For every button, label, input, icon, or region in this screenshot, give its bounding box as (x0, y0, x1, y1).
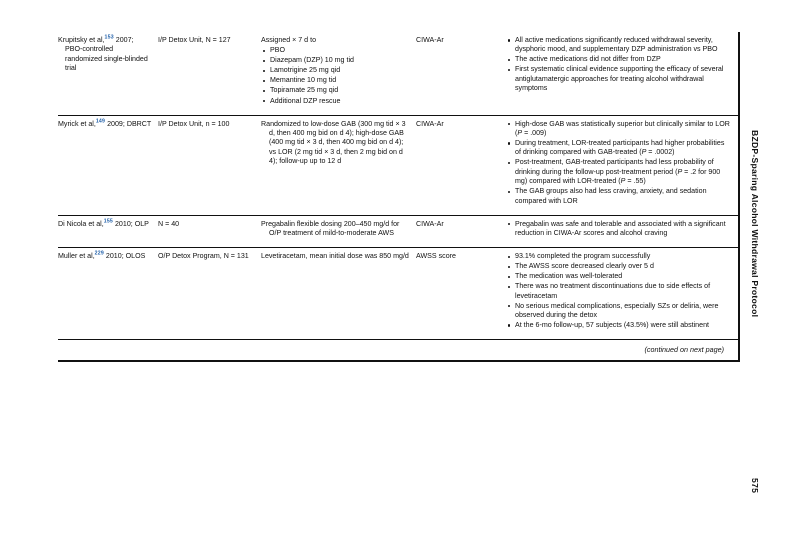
setting-text: I/P Detox Unit, N = 127 (158, 36, 231, 44)
scale-cell (416, 215, 506, 247)
study-details: 2010; OLOS (105, 252, 146, 261)
outcomes-list (506, 120, 732, 207)
list-item: No serious medical complications, especially SZs or deliria, were observed during the detox (506, 302, 732, 321)
outcomes-list (506, 220, 732, 239)
study-cell (58, 248, 158, 339)
setting-cell (158, 215, 261, 247)
list-item: Lamotrigine 25 mg qid (261, 66, 410, 75)
study-details: 2007; PBO-controlled randomized single-blinded trial (65, 36, 148, 73)
setting-cell (158, 115, 261, 215)
list-item: PBO (261, 46, 410, 55)
list-item: 93.1% completed the program successfully (506, 252, 732, 261)
scale-text: AWSS score (416, 252, 456, 261)
intervention-cell (261, 248, 416, 339)
list-item: Memantine 10 mg tid (261, 76, 410, 85)
list-item: Additional DZP rescue (261, 97, 410, 106)
list-item: During treatment, LOR-treated participants had higher probabilities of drinking compared with GAB-treated (P = .0002) (506, 139, 732, 158)
list-item: First systematic clinical evidence supporting the efficacy of several antiglutamatergic approaches for treating alcohol withdrawal symptoms (506, 65, 732, 93)
reference-superscript[interactable]: 155 (103, 218, 113, 225)
list-item: All active medications significantly reduced withdrawal severity, dysphoric mood, and supplementary DZP administration vs PBO (506, 36, 732, 55)
outcomes-cell (506, 32, 738, 115)
scale-text: CIWA-Ar (416, 219, 444, 228)
setting-cell (158, 32, 261, 115)
list-item: Pregabalin was safe and tolerable and associated with a significant reduction in CIWA-Ar scores and alcohol craving (506, 220, 732, 239)
list-item: The medication was well-tolerated (506, 272, 732, 281)
study-author: Muller et al, (58, 252, 95, 261)
reference-superscript[interactable]: 229 (94, 250, 104, 257)
table-row (58, 115, 738, 215)
list-item: There was no treatment discontinuations due to side effects of levetiracetam (506, 282, 732, 301)
study-details: 2009; DBRCT (107, 119, 152, 128)
study-author: Myrick et al, (58, 119, 96, 128)
table-row (58, 215, 738, 247)
reference-superscript[interactable]: 149 (95, 118, 106, 125)
intervention-heading: Assigned × 7 d to (261, 36, 317, 44)
continued-note: (continued on next page) (58, 340, 738, 362)
scale-text: CIWA-Ar (416, 119, 444, 128)
studies-table (58, 32, 738, 339)
scale-cell (416, 115, 506, 215)
intervention-bullet-list (261, 46, 410, 106)
list-item: At the 6-mo follow-up, 57 subjects (43.5%) were still abstinent (506, 321, 732, 330)
list-item: High-dose GAB was statistically superior but clinically similar to LOR (P = .009) (506, 120, 732, 139)
intervention-text: Levetiracetam, mean initial dose was 850 mg/d (261, 252, 409, 261)
list-item: The GAB groups also had less craving, anxiety, and sedation compared with LOR (506, 187, 732, 206)
table-row (58, 32, 738, 115)
study-cell (58, 115, 158, 215)
outcomes-list (506, 36, 732, 94)
intervention-cell (261, 215, 416, 247)
intervention-cell (261, 32, 416, 115)
scale-cell (416, 32, 506, 115)
intervention-text: Randomized to low-dose GAB (300 mg tid × 3 d, then 400 mg bid on d 4); high-dose GAB (400 mg tid × 3 d, then 400 mg bid on d 4); vs LOR (2 mg tid × 3 d, then 2 mg bid on d 4); follow-up up to 12 d (261, 119, 406, 166)
list-item: Post-treatment, GAB-treated participants had less probability of drinking during the follow-up post-treatment period (P = .2 for 900 mg) compared with LOR-treated (P = .55) (506, 158, 732, 186)
outcomes-cell (506, 248, 738, 339)
study-cell (58, 32, 158, 115)
setting-text: O/P Detox Program, N = 131 (158, 252, 249, 261)
setting-text: I/P Detox Unit, n = 100 (158, 119, 230, 128)
setting-text: N = 40 (158, 219, 180, 228)
list-item: Topiramate 25 mg qid (261, 86, 410, 95)
scale-cell (416, 248, 506, 339)
outcomes-cell (506, 115, 738, 215)
table-row (58, 248, 738, 339)
studies-table-body (58, 32, 738, 339)
outcomes-cell (506, 215, 738, 247)
scale-text: CIWA-Ar (416, 36, 444, 44)
outcomes-list (506, 252, 732, 330)
studies-table-block (58, 32, 740, 362)
page-number: 575 (750, 478, 760, 494)
study-author: Di Nicola et al, (58, 219, 104, 228)
list-item: The active medications did not differ from DZP (506, 55, 732, 64)
study-details: 2010; OLP (114, 219, 149, 228)
list-item: Diazepam (DZP) 10 mg tid (261, 56, 410, 65)
intervention-text: Pregabalin flexible dosing 200–450 mg/d for O/P treatment of mild-to-moderate AWS (261, 219, 400, 238)
study-cell (58, 215, 158, 247)
setting-cell (158, 248, 261, 339)
list-item: The AWSS score decreased clearly over 5 d (506, 262, 732, 271)
study-author: Krupitsky et al, (58, 36, 105, 44)
reference-superscript[interactable]: 153 (104, 34, 114, 41)
running-head: BZDP-Sparing Alcohol Withdrawal Protocol (750, 130, 760, 318)
intervention-cell (261, 115, 416, 215)
